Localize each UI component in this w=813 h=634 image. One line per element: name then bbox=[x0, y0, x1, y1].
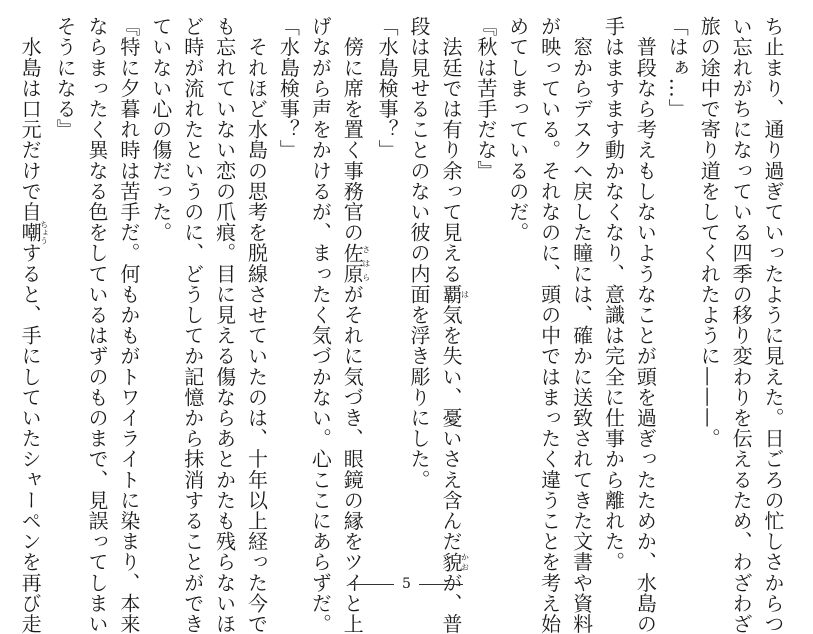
text-line: も忘れていない恋の爪痕。目に見える傷ならあとかたも残らないほ bbox=[212, 16, 237, 634]
text-line: ならまったく異なる色をしているはずのものまで、見誤ってしまい bbox=[84, 16, 109, 634]
text-line: げながら声をかけるが、まったく気づかない。心ここにあらずだ。 bbox=[308, 16, 333, 634]
text-line: 手はますます動かなくなり、意識は完全に仕事から離れた。 bbox=[601, 16, 626, 573]
text-line: 水島は口元だけで自嘲ちょうすると、手にしていたシャーペンを再び走 bbox=[18, 16, 49, 634]
text-line: 『秋は苦手だな』 bbox=[473, 16, 498, 181]
text-line: そうになる』 bbox=[53, 16, 78, 140]
text-line: 傍に席を置く事務官の佐原さはらがそれに気づき、眼鏡の縁をツイと上 bbox=[340, 16, 371, 634]
footer-rule-left bbox=[350, 584, 394, 585]
text-line: 『特に夕暮れ時は苦手だ。何もかもがトワイライトに染まり、本来 bbox=[116, 16, 141, 634]
page-number: 5 bbox=[402, 576, 411, 592]
text-line: 窓からデスクへ戻した瞳には、確かに送致されてきた文書や資料 bbox=[569, 16, 594, 634]
footer-rule-right bbox=[419, 584, 463, 585]
ruby-annotation: 嘲ちょう bbox=[18, 220, 49, 245]
text-line: 段は見せることのない彼の内面を浮き彫りにした。 bbox=[407, 16, 432, 490]
text-line: い忘れがちになっている四季の移り変わりを伝えるため、わざわざ bbox=[729, 16, 754, 634]
text-line: ど時が流れたというのに、どうしてか記憶から抹消することができ bbox=[180, 16, 205, 634]
text-line: 「はぁ…」 bbox=[665, 16, 690, 119]
text-line: それほど水島の思考を脱線させていたのは、十年以上経った今で bbox=[244, 16, 269, 634]
text-line: めてしまっているのだ。 bbox=[505, 16, 530, 243]
text-line: 「水島検事？」 bbox=[276, 16, 301, 161]
ruby-annotation: 貌かお bbox=[438, 551, 470, 573]
text-line: 法廷では有り余って見える覇は気を失い、憂いさえ含んだ貌かおが、普 bbox=[438, 16, 470, 634]
text-line: ていない心の傷だった。 bbox=[148, 16, 173, 243]
ruby-annotation: 佐原さはら bbox=[340, 242, 371, 284]
ruby-annotation: 覇は bbox=[438, 283, 470, 305]
text-line: 旅の途中で寄り道をしてくれたように———。 bbox=[697, 16, 722, 449]
text-line: 「水島検事？」 bbox=[375, 16, 400, 161]
vertical-text-body bbox=[18, 16, 788, 634]
page-footer bbox=[0, 574, 813, 594]
text-line: ち止まり、通り過ぎていったように見えた。日ごろの忙しさからつ bbox=[761, 16, 785, 634]
text-line: が映っている。それなのに、頭の中ではまったく違うことを考え始 bbox=[537, 16, 562, 634]
text-line: 普段なら考えもしないようなことが頭を過ぎったためか、水島の bbox=[633, 16, 658, 634]
